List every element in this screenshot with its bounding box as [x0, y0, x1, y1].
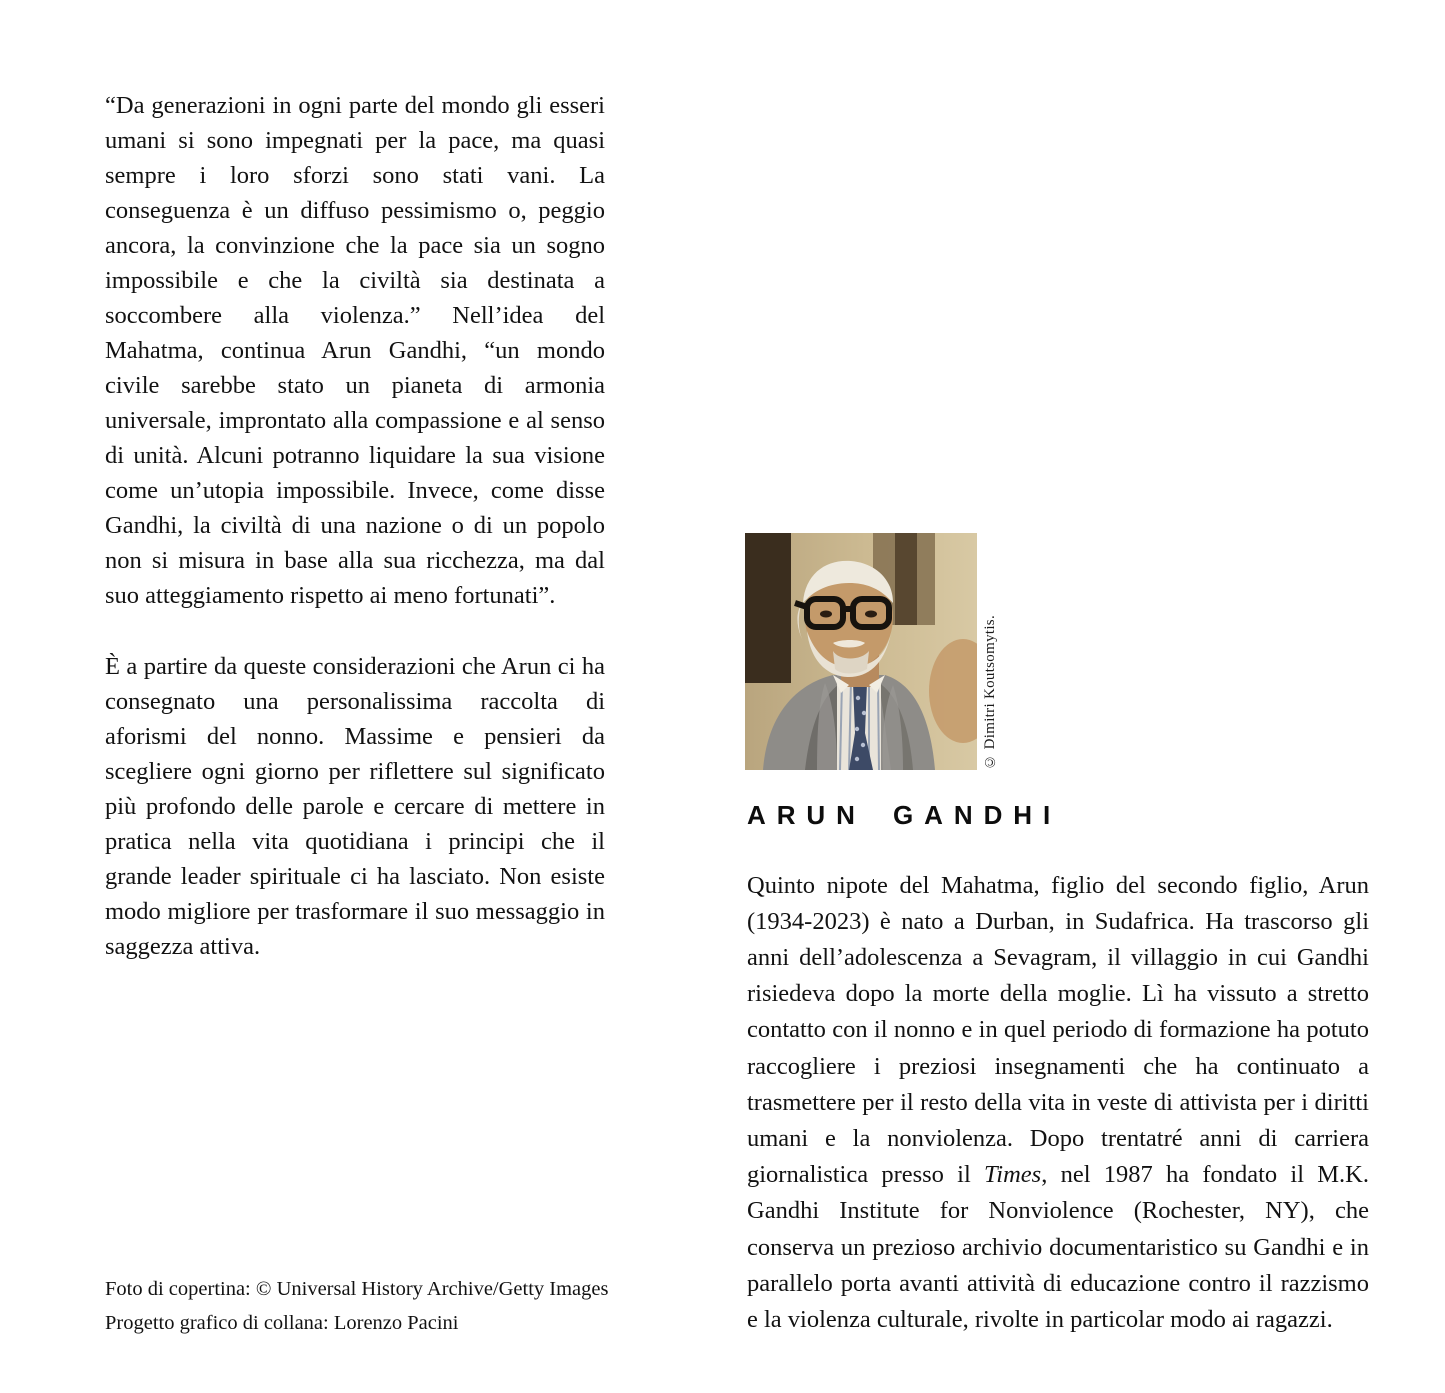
photo-credit-text: © Dimitri Koutsomytis.	[982, 615, 998, 770]
photo-credit-rotated	[982, 533, 999, 770]
bio-heading: ARUN GANDHI	[747, 800, 1062, 830]
cover-photo-credit: Foto di copertina: © Universal History Archive/Getty Images	[105, 1278, 609, 1300]
portrait-illustration	[745, 533, 977, 770]
bio-times-title: Times	[984, 1161, 1042, 1189]
left-text-column	[105, 88, 605, 964]
bio-paragraph	[747, 868, 1369, 1339]
series-design-credit: Progetto grafico di collana: Lorenzo Pacini	[105, 1312, 459, 1334]
quote-paragraph: “Da generazioni in ogni parte del mondo gli esseri umani si sono impegnati per la pace, ma quasi sempre i loro sforzi sono stati vani. La conseguenza è un diffuso pessimismo o, peggio ancora, la convinzione che la pace sia un sogno impossibile e che la civiltà sia destinata a soccombere alla violenza.” Nell’idea del Mahatma, continua Arun Gandhi, “un mondo civile sarebbe stato un pianeta di armonia universale, improntato alla compassione e al senso di unità. Alcuni potranno liquidare la sua visione come un’utopia impossibile. Invece, come disse Gandhi, la civiltà di una nazione o di un popolo non si misura in base alla sua ricchezza, ma dal suo atteggiamento rispetto ai meno fortunati”.	[105, 92, 605, 609]
commentary-paragraph: È a partire da queste considerazioni che Arun ci ha consegnato una personalissima raccolta di aforismi del nonno. Massime e pensieri da scegliere ogni giorno per riflettere sul significato più profondo delle parole e cercare di mettere in pratica nella vita quotidiana i principi che il grande leader spirituale ci ha lasciato. Non esiste modo migliore per trasformare il suo messaggio in saggezza attiva.	[105, 653, 605, 960]
arun-gandhi-photo	[745, 533, 977, 770]
credits-block	[105, 1272, 665, 1340]
bio-text-part2: , nel 1987 ha fondato il M.K. Gandhi Institute for Nonviolence (Rochester, NY), che conserva un prezioso archivio documentaristico su Gandhi e in parallelo porta avanti attività di educazione contro il razzismo e la violenza culturale, rivolte in particolar modo ai ragazzi.	[747, 1161, 1369, 1333]
bio-text-part1: Quinto nipote del Mahatma, figlio del secondo figlio, Arun (1934-2023) è nato a Durban, in Sudafrica. Ha trascorso gli anni dell’adolescenza a Sevagram, il villaggio in cui Gandhi risiedeva dopo la morte della moglie. Lì ha vissuto a stretto contatto con il nonno e in quel periodo di formazione ha potuto raccogliere i preziosi insegnamenti che ha continuato a trasmettere per il resto della vita in veste di attivista per i diritti umani e la nonviolenza. Dopo trentatré anni di carriera giornalistica presso il	[747, 871, 1369, 1189]
